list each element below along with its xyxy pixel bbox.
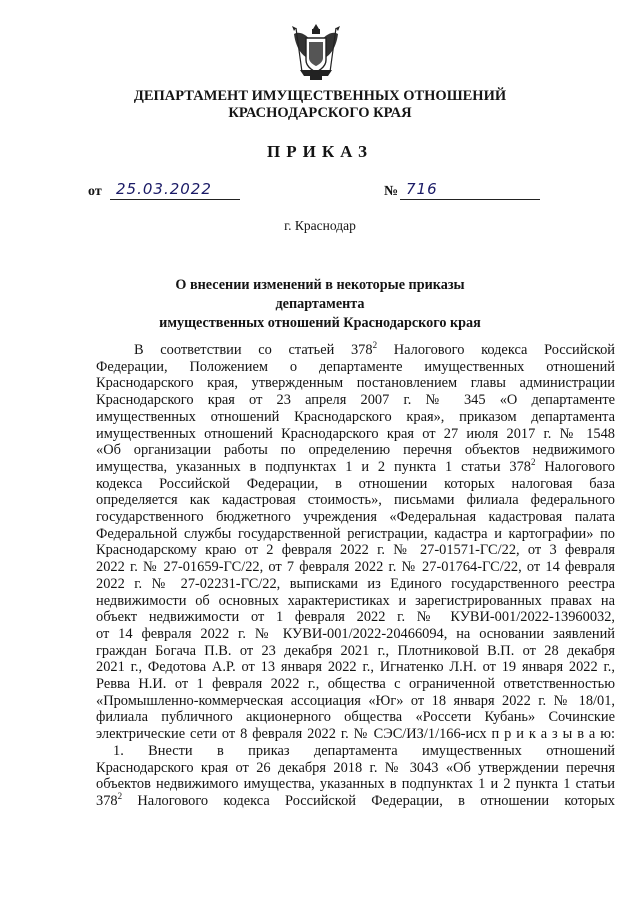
number-value: 716 <box>406 180 438 198</box>
body-line: 2021 г., Федотова А.Р. от 13 января 2022 г., Игнатенко Л.Н. от 19 января 2022 г., <box>96 659 615 676</box>
date-underline <box>110 199 240 200</box>
body-line: Ревва Н.И. от 1 февраля 2022 г., общества с ограниченной ответственностью <box>96 676 615 693</box>
body-line: электрические сети от 8 февраля 2022 г. № СЭС/ИЗ/1/166-исх п р и к а з ы в а ю: <box>96 726 615 743</box>
body-line: В соответствии со статьей $378^2$ Налогового кодекса Российской <box>134 340 615 358</box>
subject-line: имущественных отношений Краснодарского края <box>159 315 481 331</box>
body-line: объект недвижимости от 1 февраля 2022 г. № КУВИ-001/2022-13960032, <box>96 609 615 626</box>
body-line: 2022 г. № 27-02231-ГС/22, выписками из Единого государственного реестра <box>96 575 615 592</box>
body-line: 1. Внести в приказ департамента имущественных отношений <box>113 742 615 759</box>
department-name-line1: ДЕПАРТАМЕНТ ИМУЩЕСТВЕННЫХ ОТНОШЕНИЙ <box>133 88 507 104</box>
body-line: «Об организации работы по определению перечня объектов недвижимого <box>96 442 615 459</box>
body-line: от 14 февраля 2022 г. № КУВИ-001/2022-20466094, на основании заявлений <box>96 625 615 642</box>
date-label: от <box>88 184 102 199</box>
department-name-line2: КРАСНОДАРСКОГО КРАЯ <box>228 105 412 121</box>
body-line: филиала публичного акционерного общества «Россети Кубань» Сочинские <box>96 709 615 726</box>
body-line: государственного бюджетного учреждения «Федеральная кадастровая палата <box>96 509 615 526</box>
body-line: «Промышленно-коммерческая ассоциация «Юг» от 18 января 2022 г. № 18/01, <box>96 692 615 709</box>
body-line: кодекса Российской Федерации, в отношении которых налоговая база <box>96 475 615 492</box>
number-label: № <box>384 184 399 199</box>
city-line: г. Краснодар <box>284 218 356 233</box>
body-line: объектов недвижимого имущества, указанных в подпунктах 1 и 2 пункта 1 статьи <box>96 776 615 793</box>
date-number-row <box>88 181 558 203</box>
body-line: $378^2$ Налогового кодекса Российской Федерации, в отношении которых <box>96 791 615 809</box>
body-line: имущественных отношений Краснодарского края», приказом департамента <box>96 408 615 425</box>
document-type-title: ПРИКАЗ <box>267 142 373 161</box>
body-line: имущественных отношений Краснодарского края от 27 июля 2017 г. № 1548 <box>96 425 615 442</box>
subject-line: О внесении изменений в некоторые приказы департамента <box>175 277 465 312</box>
body-line: граждан Богача П.В. от 23 декабря 2021 г., Плотниковой В.П. от 28 декабря <box>96 642 615 659</box>
body-line: Федерации, Положением о департаменте имущественных отношений <box>96 358 615 375</box>
body-line: недвижимости об основных характеристиках и зарегистрированных правах на <box>96 592 615 609</box>
body-line: Краснодарского края от 26 декабря 2018 г. № 3043 «Об утверждении перечня <box>96 759 615 776</box>
body-line: Федеральной службы государственной регистрации, кадастра и картографии» по <box>96 525 615 542</box>
body-line: имущества, указанных в подпунктах 1 и 2 пункта 1 статьи $378^2$ Налогового <box>96 457 615 475</box>
order-subject <box>130 276 510 333</box>
body-line: определяется как кадастровая стоимость», письмами филиала федерального <box>96 492 615 509</box>
body-line: 2022 г. № 27-01659-ГС/22, от 7 февраля 2022 г. № 27-01764-ГС/22, от 14 февраля <box>96 559 615 576</box>
number-underline <box>400 199 540 200</box>
body-line: Краснодарскому краю от 2 февраля 2022 г. № 27-01571-ГС/22, от 3 февраля <box>96 542 615 559</box>
body-line: Краснодарского края от 23 апреля 2007 г. № 345 «О департаменте <box>96 392 615 409</box>
date-value: 25.03.2022 <box>116 180 212 198</box>
coat-of-arms-icon <box>286 20 346 82</box>
order-body <box>96 342 615 810</box>
body-line: Краснодарского края, утвержденным постановлением главы администрации <box>96 375 615 392</box>
